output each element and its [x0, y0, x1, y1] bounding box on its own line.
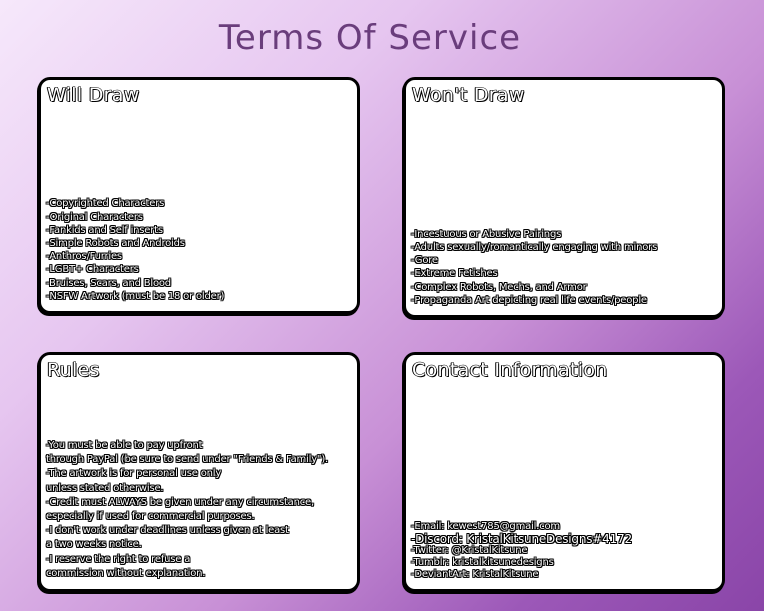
contact-title: Contact Information	[412, 359, 608, 381]
contact-panel	[403, 352, 725, 592]
list-item: -LGBT+ Characters	[46, 264, 139, 276]
list-item: -Propaganda Art depicting real life events/people	[411, 294, 647, 306]
contact-deviantart: -DeviantArt: KristalKitsune	[411, 569, 539, 580]
list-item: -Simple Robots and Androids	[46, 237, 185, 249]
list-item: -Fankids and Self inserts	[46, 224, 163, 236]
contact-list	[411, 521, 632, 581]
rules-list	[46, 439, 328, 581]
list-item: -Gore	[411, 255, 438, 267]
wont-draw-list	[411, 228, 657, 307]
rules-panel	[38, 352, 360, 592]
rules-line: -You must be able to pay upfront	[46, 439, 203, 451]
rules-line: through PayPal (be sure to send under "Friends & Family").	[46, 454, 328, 466]
list-item: -Incestuous or Abusive Pairings	[411, 228, 562, 240]
rules-line: especially if used for commercial purposes.	[46, 510, 255, 522]
contact-twitter: -Twitter: @KristalKitsune	[411, 545, 528, 556]
list-item: -Original Characters	[46, 211, 143, 223]
rules-line: a two weeks notice.	[46, 539, 142, 551]
list-item: -Adults sexually/romantically engaging with minors	[411, 241, 658, 253]
rules-line: commission without explanation.	[46, 567, 206, 579]
page-title: Terms Of Service	[218, 18, 522, 58]
contact-email: -Email: kewest785@gmail.com	[411, 521, 560, 532]
list-item: -NSFW Artwork (must be 18 or older)	[46, 290, 225, 302]
rules-line: -I don't work under deadlines unless given at least	[46, 525, 289, 537]
rules-line: -Credit must ALWAYS be given under any circumstance,	[46, 496, 314, 508]
list-item: -Bruises, Scars, and Blood	[46, 277, 171, 289]
contact-discord: -Discord: KristalKitsuneDesigns#4172	[411, 532, 632, 546]
contact-tumblr: -Tumblr: kristalkitsunedesigns	[411, 557, 554, 568]
will-draw-list	[46, 197, 224, 303]
list-item: -Complex Robots, Mechs, and Armor	[411, 281, 587, 293]
will-draw-title: Will Draw	[47, 84, 140, 106]
list-item: -Anthros/Furries	[46, 251, 122, 263]
rules-line: unless stated otherwise.	[46, 482, 164, 494]
list-item: -Copyrighted Characters	[46, 198, 165, 210]
wont-draw-panel	[403, 77, 725, 318]
rules-line: -The artwork is for personal use only	[46, 468, 222, 480]
rules-title: Rules	[47, 359, 100, 381]
rules-line: -I reserve the right to refuse a	[46, 553, 191, 565]
list-item: -Extreme Fetishes	[411, 268, 498, 280]
will-draw-panel	[38, 77, 360, 314]
wont-draw-title: Won't Draw	[412, 84, 525, 106]
